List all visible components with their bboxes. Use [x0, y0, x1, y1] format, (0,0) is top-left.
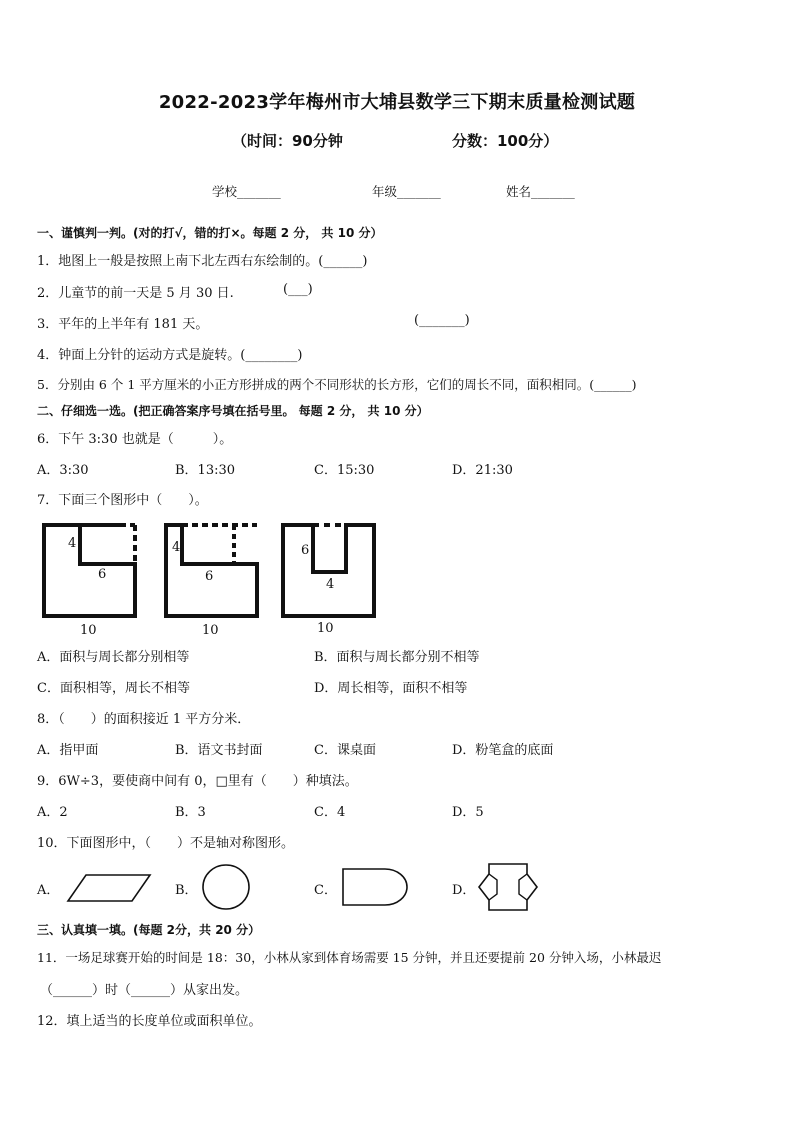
question-2: 2．儿童节的前一天是 5 月 30 日. — [37, 286, 234, 301]
question-11-line-1: 11．一场足球赛开始的时间是 18：30，小林从家到体育场需要 15 分钟，并且还要提前 20 分钟入场，小林最迟 — [37, 950, 662, 965]
fig2-left-label: 4 — [172, 540, 181, 555]
name-field[interactable]: 姓名_______ — [506, 184, 575, 199]
q8-option-b[interactable]: B．语文书封面 — [175, 743, 263, 758]
fig3-bottom-label: 10 — [317, 621, 334, 636]
q8-option-d[interactable]: D．粉笔盒的底面 — [452, 743, 554, 758]
q7-figure-2 — [162, 522, 262, 642]
fig1-bottom-label: 10 — [80, 623, 97, 638]
section-1-heading: 一、谨慎判一判。(对的打√，错的打×。每题 2 分， 共 10 分） — [37, 226, 383, 240]
question-5: 5．分别由 6 个 1 平方厘米的小正方形拼成的两个不同形状的长方形，它们的周长不同，面积相同。(______) — [37, 377, 637, 392]
cross-arrow-shape — [475, 862, 541, 912]
q9-option-b[interactable]: B．3 — [175, 805, 206, 820]
q9-option-a[interactable]: A．2 — [37, 805, 68, 820]
q7-figure-1 — [40, 522, 140, 642]
fig1-inner-label: 6 — [98, 567, 107, 582]
fig2-inner-label: 6 — [205, 569, 214, 584]
q7-option-b[interactable]: B．面积与周长都分别不相等 — [314, 650, 480, 665]
parallelogram-shape — [66, 873, 152, 903]
q8-option-a[interactable]: A．指甲面 — [37, 743, 99, 758]
question-9: 9．6W÷3，要使商中间有 0，□里有（ ）种填法。 — [37, 774, 358, 789]
half-rounded-rectangle-shape — [341, 867, 409, 907]
q9-option-c[interactable]: C．4 — [314, 805, 346, 820]
school-field[interactable]: 学校_______ — [212, 184, 281, 199]
question-7: 7．下面三个图形中（ ）。 — [37, 493, 208, 508]
question-2-blank[interactable]: (___) — [283, 282, 313, 297]
fig3-left-label: 6 — [301, 543, 310, 558]
q10-option-c[interactable]: C． — [314, 883, 337, 898]
question-8: 8．（ ）的面积接近 1 平方分米． — [37, 712, 251, 727]
fig1-left-label: 4 — [68, 536, 77, 551]
q8-option-c[interactable]: C．课桌面 — [314, 743, 376, 758]
q6-option-c[interactable]: C．15:30 — [314, 463, 375, 478]
q7-figure-3 — [279, 522, 379, 642]
q9-option-d[interactable]: D．5 — [452, 805, 484, 820]
question-1: 1．地图上一般是按照上南下北左西右东绘制的。(______) — [37, 254, 368, 269]
page-title: 2022-2023学年梅州市大埔县数学三下期末质量检测试题 — [158, 92, 636, 113]
fig2-bottom-label: 10 — [202, 623, 219, 638]
exam-time: （时间：90分钟 — [232, 132, 343, 150]
question-4: 4．钟面上分针的运动方式是旋转。(________) — [37, 348, 303, 363]
q10-option-d[interactable]: D． — [452, 883, 476, 898]
question-11-line-2: （______）时（______）从家出发。 — [40, 983, 249, 998]
q6-option-b[interactable]: B．13:30 — [175, 463, 236, 478]
q10-option-a[interactable]: A． — [37, 883, 60, 898]
exam-score: 分数：100分） — [452, 132, 559, 150]
fig3-inner-label: 4 — [326, 577, 335, 592]
q7-option-a[interactable]: A．面积与周长都分别相等 — [37, 650, 190, 665]
section-2-heading: 二、仔细选一选。(把正确答案序号填在括号里。 每题 2 分， 共 10 分） — [37, 404, 429, 418]
section-3-heading: 三、认真填一填。(每题 2分，共 20 分） — [37, 923, 261, 937]
grade-field[interactable]: 年级_______ — [372, 184, 441, 199]
circle-shape — [201, 863, 251, 911]
q7-option-c[interactable]: C．面积相等，周长不相等 — [37, 681, 190, 696]
question-10: 10．下面图形中，（ ）不是轴对称图形。 — [37, 836, 295, 851]
question-6: 6．下午 3:30 也就是（ ）。 — [37, 432, 233, 447]
question-3-blank[interactable]: (_______) — [414, 313, 470, 328]
question-12: 12．填上适当的长度单位或面积单位。 — [37, 1014, 262, 1029]
q7-option-d[interactable]: D．周长相等，面积不相等 — [314, 681, 468, 696]
question-3: 3．平年的上半年有 181 天。 — [37, 317, 209, 332]
q6-option-d[interactable]: D．21:30 — [452, 463, 513, 478]
q10-option-b[interactable]: B． — [175, 883, 198, 898]
q6-option-a[interactable]: A．3:30 — [37, 463, 89, 478]
